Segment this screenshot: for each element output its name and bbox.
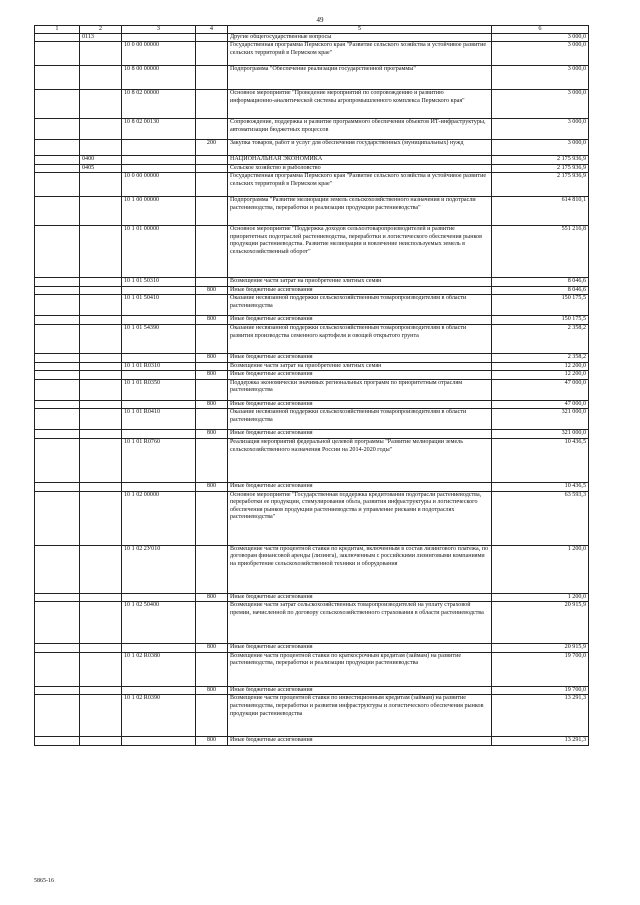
row-col-1 <box>35 295 80 316</box>
row-col-1 <box>35 156 80 165</box>
section-code <box>80 430 122 439</box>
section-code <box>80 593 122 602</box>
table-row <box>35 90 589 119</box>
amount: 2 175 936,9 <box>492 156 589 165</box>
table-row <box>35 545 589 593</box>
description: Сопровождение, поддержка и развитие программного обеспечения объектов ИТ-инфраструктуры, автоматизации бюджетных процессов <box>228 119 492 140</box>
description: Возмещение части процентной ставки по инвестиционным кредитам (займам) на развитие растениеводства, переработки и развития инфраструктуры и логистического обеспечения рынков продукции растениеводства <box>228 695 492 737</box>
row-col-1 <box>35 33 80 42</box>
target-article-code <box>122 430 196 439</box>
section-code <box>80 197 122 226</box>
amount: 3 000,0 <box>492 66 589 90</box>
target-article-code: 10 1 01 54390 <box>122 325 196 354</box>
section-code <box>80 400 122 409</box>
description: Государственная программа Пермского края "Развитие сельского хозяйства и устойчивое развитие сельских территорий в Пермском крае" <box>228 42 492 66</box>
table-row <box>35 379 589 400</box>
section-code <box>80 686 122 695</box>
row-col-1 <box>35 545 80 593</box>
row-col-1 <box>35 430 80 439</box>
description: Сельское хозяйство и рыболовство <box>228 164 492 173</box>
row-col-1 <box>35 226 80 278</box>
expense-type-code <box>196 545 228 593</box>
section-code <box>80 545 122 593</box>
description: Реализация мероприятий федеральной целевой программы "Развитие мелиорации земель сельскохозяйственного назначения России на 2014-2020 годы" <box>228 439 492 483</box>
header-col-1: 1 <box>35 26 80 34</box>
description: Иные бюджетные ассигнования <box>228 430 492 439</box>
amount: 3 000,0 <box>492 119 589 140</box>
section-code <box>80 226 122 278</box>
description: Возмещение части процентной ставки по кредитам, включенным в состав лизингового платежа, по договорам финансовой аренды (лизинга), заключенным с российскими лизинговыми компаниями на приобретение сельскохозяйственной техники и оборудования <box>228 545 492 593</box>
amount: 614 810,1 <box>492 197 589 226</box>
description: Подпрограмма "Развитие мелиорации земель сельскохозяйственного назначения и подотрасли растениеводства, переработки и реализации продукции растениеводства" <box>228 197 492 226</box>
expense-type-code <box>196 42 228 66</box>
expense-type-code <box>196 652 228 686</box>
section-code <box>80 379 122 400</box>
section-code <box>80 409 122 430</box>
target-article-code <box>122 593 196 602</box>
expense-type-code: 200 <box>196 140 228 156</box>
table-row <box>35 400 589 409</box>
target-article-code: 10 1 02 2У010 <box>122 545 196 593</box>
section-code <box>80 439 122 483</box>
expense-type-code: 800 <box>196 354 228 363</box>
target-article-code <box>122 354 196 363</box>
target-article-code: 10 1 01 00000 <box>122 226 196 278</box>
table-row <box>35 295 589 316</box>
target-article-code: 10 1 01 R0350 <box>122 379 196 400</box>
table-row <box>35 439 589 483</box>
expense-type-code <box>196 278 228 287</box>
table-row <box>35 644 589 653</box>
header-col-5: 5 <box>228 26 492 34</box>
target-article-code <box>122 156 196 165</box>
table-row <box>35 286 589 295</box>
description: Основное мероприятие "Государственная поддержка кредитования подотрасли растениеводства, переработки ее продукции, стимулирования обьта, развития инфраструктуры и логистического обеспечения рынков продукции растениеводства и управление рисками в подотраслях растениеводства" <box>228 491 492 545</box>
expense-type-code: 800 <box>196 593 228 602</box>
budget-table <box>34 25 589 746</box>
expense-type-code: 800 <box>196 400 228 409</box>
expense-type-code: 800 <box>196 483 228 492</box>
row-col-1 <box>35 409 80 430</box>
page-number: 49 <box>316 16 324 24</box>
section-code <box>80 644 122 653</box>
amount: 3 000,0 <box>492 33 589 42</box>
target-article-code: 10 1 02 R0390 <box>122 695 196 737</box>
row-col-1 <box>35 371 80 380</box>
table-row <box>35 362 589 371</box>
row-col-1 <box>35 164 80 173</box>
table-row <box>35 278 589 287</box>
description: Подпрограмма "Обеспечение реализации государственной программы" <box>228 66 492 90</box>
expense-type-code <box>196 197 228 226</box>
target-article-code: 10 1 00 00000 <box>122 197 196 226</box>
section-code <box>80 316 122 325</box>
description: Основное мероприятие "Поддержка доходов сельхозтоваропроизводителей и развитие приоритетных подотраслей растениеводства, переработки и логистического обеспечения рынков продукции растениеводства. Развитие мелиорации и вовлечение неиспользуемых земель в сельскохозяйственный оборот" <box>228 226 492 278</box>
section-code: 0113 <box>80 33 122 42</box>
row-col-1 <box>35 652 80 686</box>
description: Основное мероприятие "Проведение мероприятий по сопровождению и развитию информационно-аналитической системы агропромышленного комплекса Пермского края" <box>228 90 492 119</box>
row-col-1 <box>35 695 80 737</box>
table-row <box>35 140 589 156</box>
amount: 47 000,0 <box>492 379 589 400</box>
expense-type-code <box>196 602 228 644</box>
expense-type-code: 800 <box>196 286 228 295</box>
table-row <box>35 197 589 226</box>
section-code <box>80 140 122 156</box>
expense-type-code <box>196 295 228 316</box>
description: Возмещение части затрат на приобретение элитных семян <box>228 362 492 371</box>
table-row <box>35 491 589 545</box>
amount: 8 046,6 <box>492 278 589 287</box>
section-code <box>80 325 122 354</box>
header-col-3: 3 <box>122 26 196 34</box>
amount: 47 000,0 <box>492 400 589 409</box>
target-article-code <box>122 371 196 380</box>
section-code <box>80 90 122 119</box>
amount: 2 358,2 <box>492 354 589 363</box>
amount: 19 700,0 <box>492 652 589 686</box>
table-row <box>35 66 589 90</box>
description: Иные бюджетные ассигнования <box>228 316 492 325</box>
amount: 1 200,0 <box>492 593 589 602</box>
table-body <box>35 26 589 746</box>
row-col-1 <box>35 90 80 119</box>
description: Иные бюджетные ассигнования <box>228 686 492 695</box>
expense-type-code <box>196 325 228 354</box>
row-col-1 <box>35 354 80 363</box>
amount: 20 915,9 <box>492 602 589 644</box>
description: Закупка товаров, работ и услуг для обеспечения государственных (муниципальных) нужд <box>228 140 492 156</box>
section-code <box>80 483 122 492</box>
table-row <box>35 164 589 173</box>
target-article-code <box>122 737 196 746</box>
target-article-code <box>122 286 196 295</box>
row-col-1 <box>35 686 80 695</box>
section-code <box>80 278 122 287</box>
description: Иные бюджетные ассигнования <box>228 286 492 295</box>
header-col-2: 2 <box>80 26 122 34</box>
expense-type-code <box>196 66 228 90</box>
amount: 10 436,5 <box>492 483 589 492</box>
row-col-1 <box>35 119 80 140</box>
section-code <box>80 173 122 197</box>
expense-type-code <box>196 362 228 371</box>
amount: 3 000,0 <box>492 90 589 119</box>
row-col-1 <box>35 593 80 602</box>
section-code <box>80 737 122 746</box>
amount: 2 358,2 <box>492 325 589 354</box>
description: Возмещение части процентной ставки по краткосрочным кредитам (займам) на развитие растениеводства, переработки и реализации продукции растениеводства <box>228 652 492 686</box>
target-article-code <box>122 686 196 695</box>
section-code <box>80 695 122 737</box>
table-row <box>35 33 589 42</box>
target-article-code: 10 1 01 R0760 <box>122 439 196 483</box>
table-row <box>35 409 589 430</box>
table-row <box>35 483 589 492</box>
section-code <box>80 362 122 371</box>
table-row <box>35 652 589 686</box>
row-col-1 <box>35 140 80 156</box>
target-article-code <box>122 400 196 409</box>
target-article-code: 10 8 00 00000 <box>122 66 196 90</box>
table-row <box>35 173 589 197</box>
target-article-code <box>122 644 196 653</box>
table-row <box>35 119 589 140</box>
expense-type-code: 800 <box>196 737 228 746</box>
description: Оказание несвязанной поддержки сельскохозяйственным товаропроизводителям в области растениеводства <box>228 295 492 316</box>
table-header-row <box>35 26 589 34</box>
row-col-1 <box>35 325 80 354</box>
section-code <box>80 42 122 66</box>
table-row <box>35 371 589 380</box>
section-code <box>80 119 122 140</box>
description: Иные бюджетные ассигнования <box>228 400 492 409</box>
row-col-1 <box>35 286 80 295</box>
row-col-1 <box>35 278 80 287</box>
expense-type-code <box>196 379 228 400</box>
description: Иные бюджетные ассигнования <box>228 644 492 653</box>
expense-type-code <box>196 119 228 140</box>
row-col-1 <box>35 362 80 371</box>
description: Другие общегосударственные вопросы <box>228 33 492 42</box>
section-code <box>80 491 122 545</box>
expense-type-code <box>196 156 228 165</box>
row-col-1 <box>35 42 80 66</box>
amount: 19 700,0 <box>492 686 589 695</box>
amount: 3 000,0 <box>492 42 589 66</box>
amount: 12 200,0 <box>492 362 589 371</box>
target-article-code: 10 0 00 00000 <box>122 42 196 66</box>
amount: 1 200,0 <box>492 545 589 593</box>
row-col-1 <box>35 491 80 545</box>
target-article-code: 10 1 02 50400 <box>122 602 196 644</box>
section-code <box>80 286 122 295</box>
expense-type-code <box>196 164 228 173</box>
amount: 551 216,8 <box>492 226 589 278</box>
description: Иные бюджетные ассигнования <box>228 354 492 363</box>
description: Оказание несвязанной поддержки сельскохозяйственным товаропроизводителям в области растениеводства <box>228 409 492 430</box>
section-code: 0405 <box>80 164 122 173</box>
description: Оказание несвязанной поддержки сельскохозяйственным товаропроизводителям в области развития производства семенного картофеля и овощей открытого грунта <box>228 325 492 354</box>
expense-type-code <box>196 491 228 545</box>
row-col-1 <box>35 602 80 644</box>
expense-type-code <box>196 226 228 278</box>
amount: 10 436,5 <box>492 439 589 483</box>
table-row <box>35 593 589 602</box>
header-col-6: 6 <box>492 26 589 34</box>
target-article-code <box>122 164 196 173</box>
row-col-1 <box>35 644 80 653</box>
row-col-1 <box>35 379 80 400</box>
description: Иные бюджетные ассигнования <box>228 737 492 746</box>
target-article-code: 10 1 01 R0310 <box>122 362 196 371</box>
amount: 150 175,5 <box>492 316 589 325</box>
section-code <box>80 371 122 380</box>
target-article-code: 10 0 00 00000 <box>122 173 196 197</box>
target-article-code: 10 1 02 00000 <box>122 491 196 545</box>
description: Иные бюджетные ассигнования <box>228 371 492 380</box>
amount: 150 175,5 <box>492 295 589 316</box>
target-article-code: 10 8 02 00130 <box>122 119 196 140</box>
table-row <box>35 602 589 644</box>
target-article-code: 10 1 01 50310 <box>122 278 196 287</box>
expense-type-code: 800 <box>196 430 228 439</box>
expense-type-code: 800 <box>196 644 228 653</box>
table-row <box>35 737 589 746</box>
row-col-1 <box>35 439 80 483</box>
table-row <box>35 686 589 695</box>
amount: 2 175 936,9 <box>492 164 589 173</box>
description: Иные бюджетные ассигнования <box>228 483 492 492</box>
expense-type-code <box>196 695 228 737</box>
expense-type-code: 800 <box>196 371 228 380</box>
table-row <box>35 695 589 737</box>
row-col-1 <box>35 197 80 226</box>
table-row <box>35 430 589 439</box>
expense-type-code <box>196 90 228 119</box>
expense-type-code: 800 <box>196 316 228 325</box>
amount: 12 200,0 <box>492 371 589 380</box>
section-code <box>80 66 122 90</box>
target-article-code: 10 8 02 00000 <box>122 90 196 119</box>
table-row <box>35 325 589 354</box>
table-row <box>35 156 589 165</box>
target-article-code: 10 1 02 R0380 <box>122 652 196 686</box>
amount: 13 291,3 <box>492 737 589 746</box>
table-row <box>35 354 589 363</box>
description: НАЦИОНАЛЬНАЯ ЭКОНОМИКА <box>228 156 492 165</box>
row-col-1 <box>35 483 80 492</box>
table-row <box>35 316 589 325</box>
amount: 63 593,3 <box>492 491 589 545</box>
target-article-code: 10 1 01 R0410 <box>122 409 196 430</box>
section-code: 0400 <box>80 156 122 165</box>
row-col-1 <box>35 173 80 197</box>
target-article-code: 10 1 01 50410 <box>122 295 196 316</box>
row-col-1 <box>35 66 80 90</box>
amount: 321 000,0 <box>492 430 589 439</box>
section-code <box>80 652 122 686</box>
expense-type-code <box>196 33 228 42</box>
description: Государственная программа Пермского края "Развитие сельского хозяйства и устойчивое развитие сельских территорий в Пермском крае" <box>228 173 492 197</box>
target-article-code <box>122 33 196 42</box>
description: Поддержка экономически значимых региональных программ по приоритетным отраслям растениеводства <box>228 379 492 400</box>
amount: 2 175 936,9 <box>492 173 589 197</box>
table-row <box>35 42 589 66</box>
document-code: 5865-16 <box>34 878 54 884</box>
amount: 8 046,6 <box>492 286 589 295</box>
target-article-code <box>122 140 196 156</box>
table-row <box>35 226 589 278</box>
row-col-1 <box>35 400 80 409</box>
section-code <box>80 602 122 644</box>
target-article-code <box>122 483 196 492</box>
header-col-4: 4 <box>196 26 228 34</box>
expense-type-code <box>196 409 228 430</box>
description: Возмещение части затрат сельскохозяйственных товаропроизводителей на уплату страховой премии, начисленной по договору сельскохозяйственного страхования в области растениеводства <box>228 602 492 644</box>
amount: 321 000,0 <box>492 409 589 430</box>
amount: 3 000,0 <box>492 140 589 156</box>
description: Возмещение части затрат на приобретение элитных семян <box>228 278 492 287</box>
expense-type-code <box>196 439 228 483</box>
amount: 13 291,3 <box>492 695 589 737</box>
target-article-code <box>122 316 196 325</box>
amount: 20 915,9 <box>492 644 589 653</box>
section-code <box>80 295 122 316</box>
section-code <box>80 354 122 363</box>
expense-type-code <box>196 173 228 197</box>
row-col-1 <box>35 316 80 325</box>
description: Иные бюджетные ассигнования <box>228 593 492 602</box>
expense-type-code: 800 <box>196 686 228 695</box>
row-col-1 <box>35 737 80 746</box>
